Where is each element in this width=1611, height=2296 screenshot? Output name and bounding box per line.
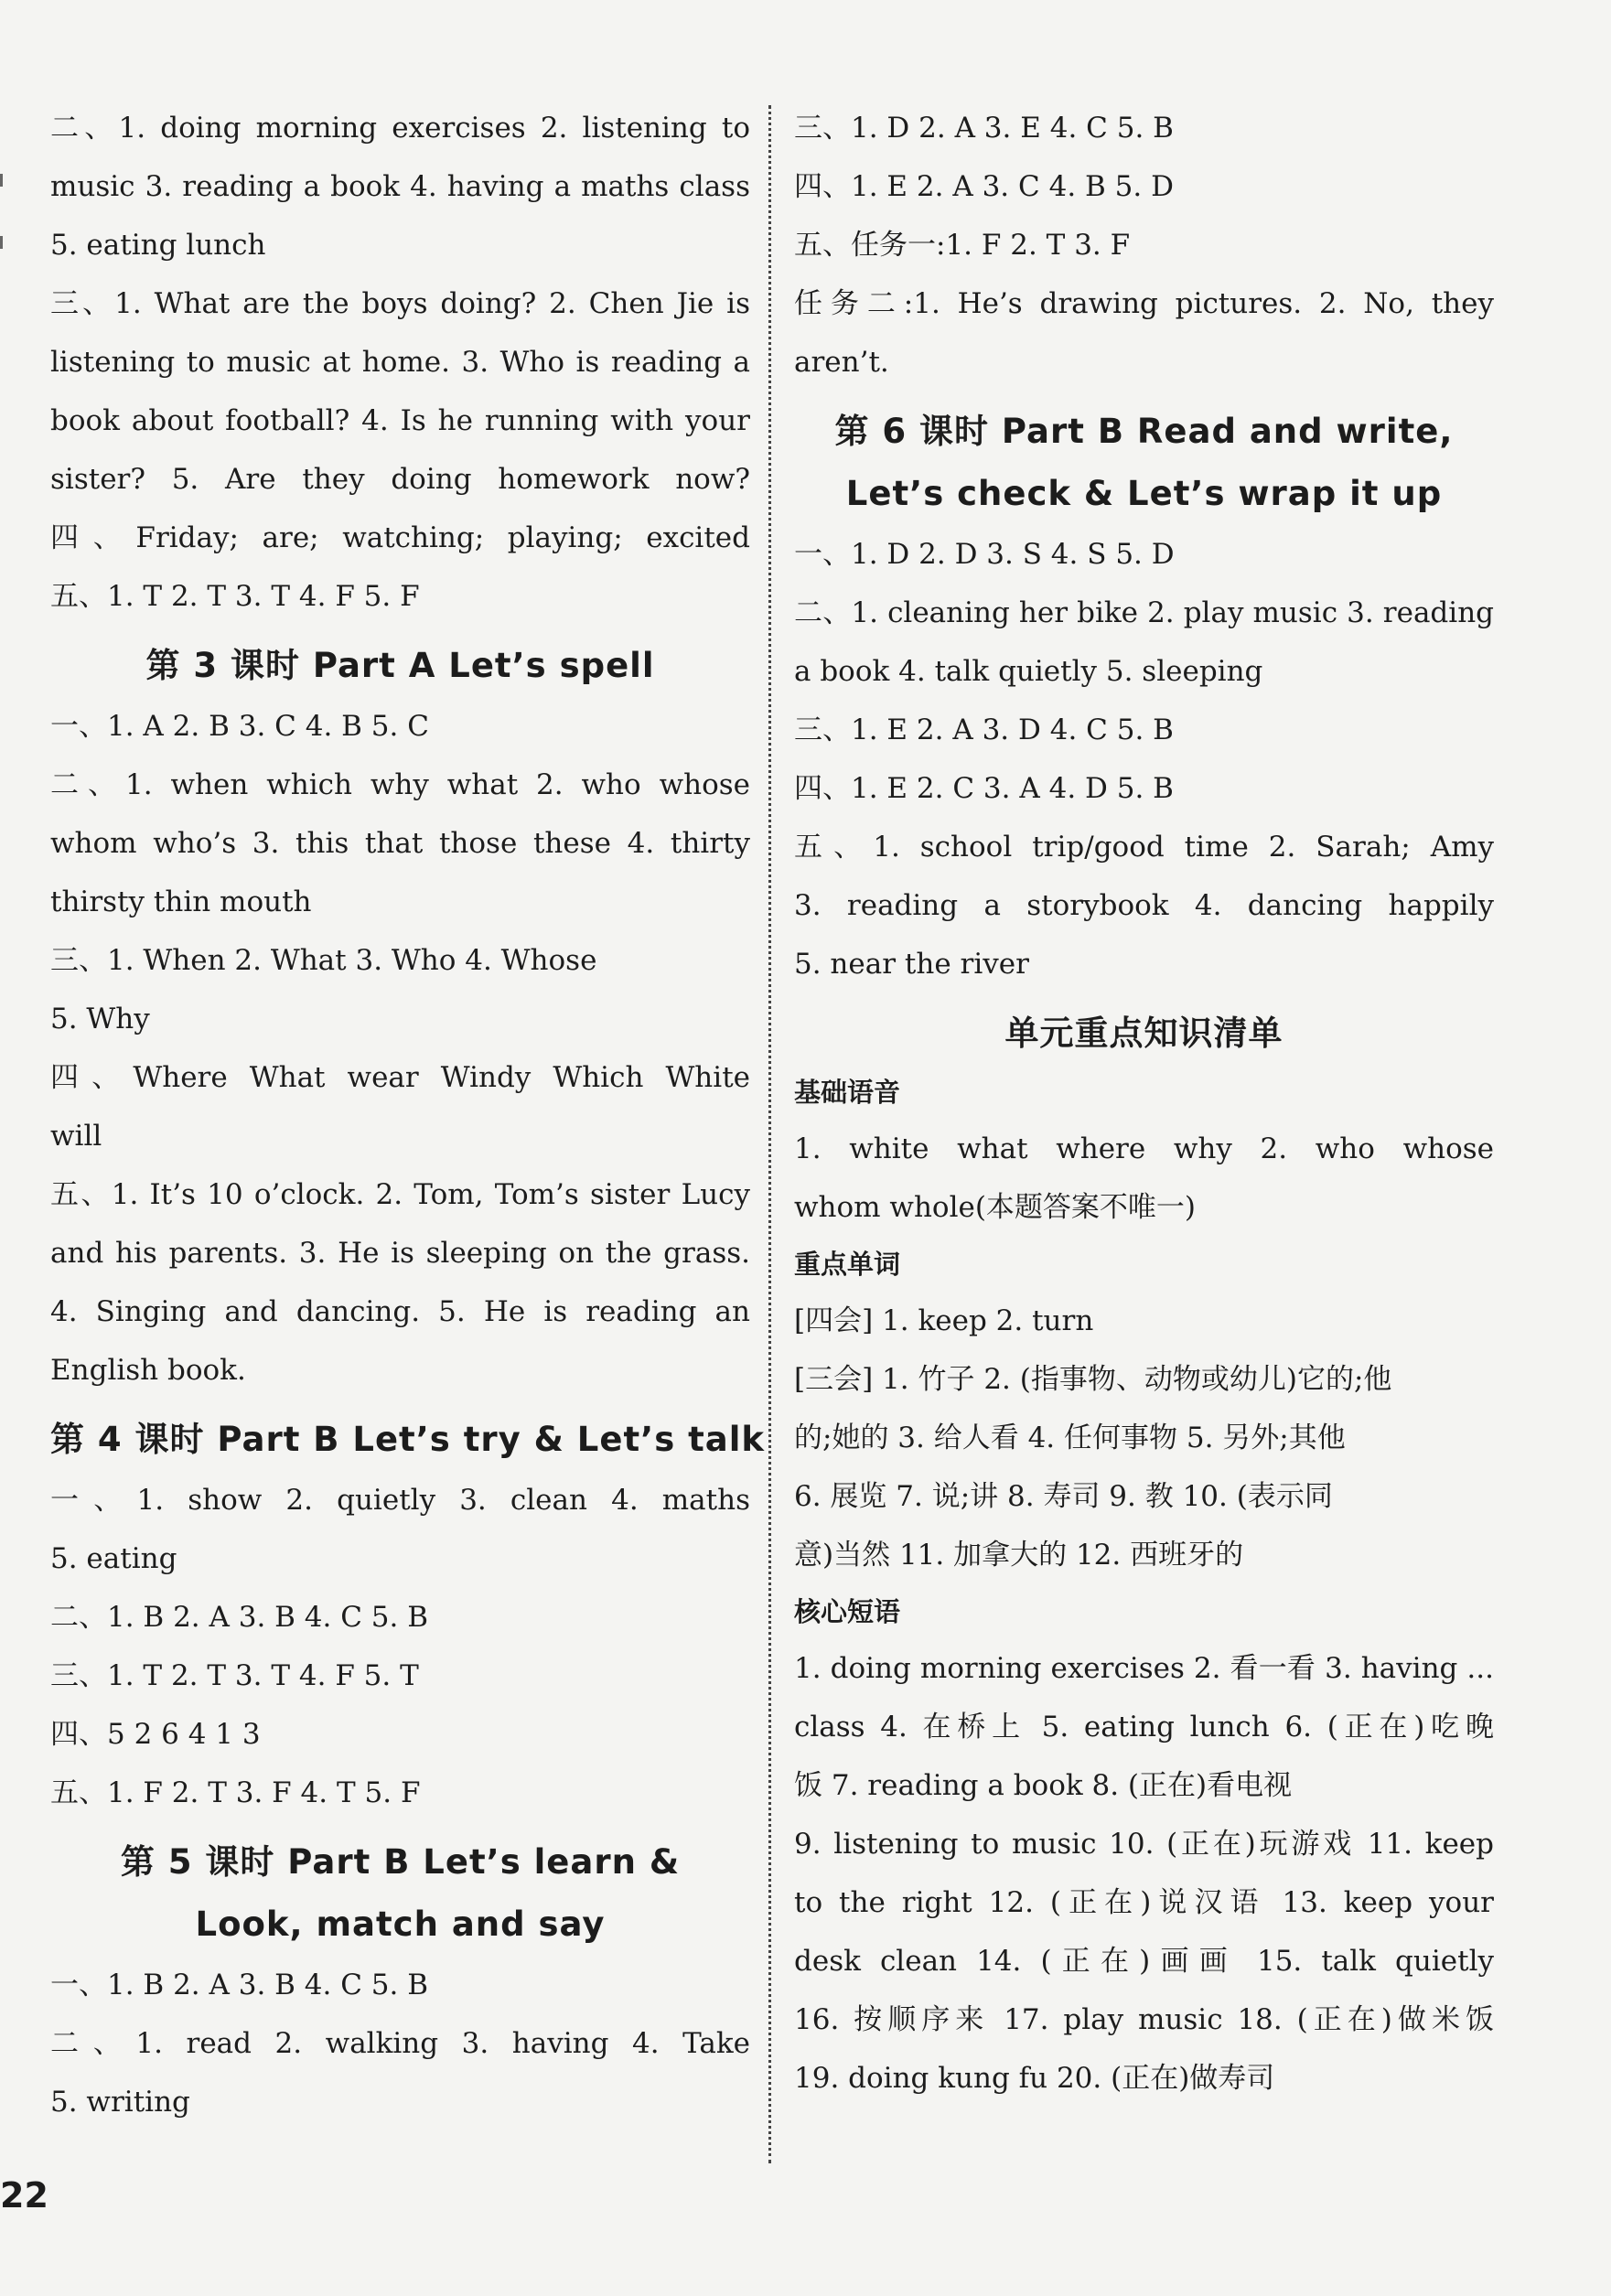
lesson-heading: 单元重点知识清单 [1004, 1014, 1283, 1053]
answer-line: 的;她的 3. 给人看 4. 任何事物 5. 另外;其他 [794, 1422, 1346, 1454]
answer-line: music 3. reading a book 4. having a maths class [50, 170, 750, 203]
section-subheading: 基础语音 [794, 1077, 901, 1108]
lesson-heading: 第 5 课时 Part B Let’s learn & [120, 1842, 681, 1882]
answer-line: 5. Why [50, 1003, 150, 1035]
section-subheading: 重点单词 [794, 1249, 901, 1280]
answer-line: English book. [50, 1354, 246, 1387]
answer-line: whom whole(本题答案不唯一) [794, 1191, 1197, 1224]
answer-line: thirsty thin mouth [50, 885, 312, 918]
lesson-heading: Look, match and say [195, 1904, 606, 1944]
answer-line: 二、1. doing morning exercises 2. listening to [50, 112, 750, 145]
answer-line: class 4. 在桥上 5. eating lunch 6. (正在)吃晚 [794, 1711, 1494, 1743]
lesson-heading: 第 6 课时 Part B Read and write, [834, 412, 1454, 451]
answer-line: and his parents. 3. He is sleeping on the grass. [50, 1237, 750, 1270]
answer-line: 饭 7. reading a book 8. (正在)看电视 [794, 1769, 1293, 1802]
answer-line: 5. near the river [794, 948, 1029, 981]
answer-line: a book 4. talk quietly 5. sleeping [794, 655, 1263, 688]
binding-edge-mark [0, 236, 3, 249]
answer-line: 19. doing kung fu 20. (正在)做寿司 [794, 2062, 1275, 2095]
answer-line: 5. eating [50, 1542, 177, 1575]
answer-line: [三会] 1. 竹子 2. (指事物、动物或幼儿)它的;他 [794, 1363, 1392, 1396]
lesson-heading: Let’s check & Let’s wrap it up [845, 474, 1443, 513]
answer-line: 五、任务一:1. F 2. T 3. F [794, 229, 1131, 262]
answer-line: 9. listening to music 10. (正在)玩游戏 11. keep [794, 1828, 1494, 1861]
answer-line: 3. reading a storybook 4. dancing happily [794, 889, 1494, 922]
answer-line: 二、1. when which why what 2. who whose [50, 768, 750, 801]
left-column [50, 99, 766, 2131]
answer-line: listening to music at home. 3. Who is reading a [50, 346, 750, 379]
answer-line: will [50, 1120, 102, 1153]
answer-line: 四、1. E 2. A 3. C 4. B 5. D [794, 170, 1174, 203]
answer-line: whom who’s 3. this that those these 4. thirty [50, 827, 750, 860]
answer-line: 三、1. E 2. A 3. D 4. C 5. B [794, 713, 1174, 746]
answer-line: 三、1. T 2. T 3. T 4. F 5. T [50, 1659, 419, 1692]
answer-line: to the right 12. (正在)说汉语 13. keep your [794, 1886, 1494, 1919]
page-number: 22 [0, 2175, 48, 2216]
answer-line: 三、1. D 2. A 3. E 4. C 5. B [794, 112, 1174, 145]
answer-line: 四、5 2 6 4 1 3 [50, 1718, 261, 1751]
answer-line: 二、1. cleaning her bike 2. play music 3. reading [794, 596, 1494, 629]
answer-line: 1. white what where why 2. who whose [794, 1132, 1494, 1165]
answer-line: 四、Where What wear Windy Which White [50, 1061, 750, 1094]
answer-line: 四、1. E 2. C 3. A 4. D 5. B [794, 772, 1174, 805]
lesson-heading: 第 3 课时 Part A Let’s spell [145, 646, 655, 685]
answer-line: 四、Friday; are; watching; playing; excited [50, 521, 750, 554]
binding-edge-mark [0, 174, 3, 187]
answer-line: 5. writing [50, 2086, 190, 2119]
answer-line: 五、1. It’s 10 o’clock. 2. Tom, Tom’s sister Lucy [50, 1178, 750, 1211]
answer-line: 五、1. T 2. T 3. T 4. F 5. F [50, 580, 420, 613]
answer-line: sister? 5. Are they doing homework now? [50, 463, 750, 496]
answer-line: 三、1. What are the boys doing? 2. Chen Jie is [50, 287, 750, 320]
answer-line: 二、1. B 2. A 3. B 4. C 5. B [50, 1601, 429, 1634]
answer-line: desk clean 14. (正在)画画 15. talk quietly [794, 1945, 1494, 1978]
answer-line: 16. 按顺序来 17. play music 18. (正在)做米饭 [794, 2003, 1494, 2036]
column-divider [768, 105, 771, 2163]
answer-line: 意)当然 11. 加拿大的 12. 西班牙的 [794, 1539, 1244, 1572]
answer-line: 五、1. school trip/good time 2. Sarah; Amy [794, 831, 1494, 864]
lesson-heading: 第 4 课时 Part B Let’s try & Let’s talk [50, 1420, 766, 1459]
answer-line: 任务二:1. He’s drawing pictures. 2. No, they [794, 287, 1494, 320]
answer-line: 1. doing morning exercises 2. 看一看 3. having ... [794, 1652, 1494, 1685]
right-column [794, 99, 1494, 2108]
answer-line: 一、1. B 2. A 3. B 4. C 5. B [50, 1969, 429, 2001]
answer-line: 4. Singing and dancing. 5. He is reading an [50, 1295, 750, 1328]
answer-line: aren’t. [794, 346, 889, 379]
answer-line: 一、1. D 2. D 3. S 4. S 5. D [794, 538, 1175, 571]
section-subheading: 核心短语 [794, 1596, 901, 1627]
answer-line: 5. eating lunch [50, 229, 266, 262]
answer-line: 五、1. F 2. T 3. F 4. T 5. F [50, 1776, 421, 1809]
answer-line: 二、1. read 2. walking 3. having 4. Take [50, 2027, 750, 2060]
answer-line: book about football? 4. Is he running with your [50, 404, 750, 437]
answer-line: 三、1. When 2. What 3. Who 4. Whose [50, 944, 597, 977]
answer-line: 一、1. show 2. quietly 3. clean 4. maths [50, 1484, 750, 1517]
answer-line: 一、1. A 2. B 3. C 4. B 5. C [50, 710, 429, 743]
answer-line: 6. 展览 7. 说;讲 8. 寿司 9. 教 10. (表示同 [794, 1480, 1333, 1513]
answer-line: [四会] 1. keep 2. turn [794, 1304, 1094, 1337]
